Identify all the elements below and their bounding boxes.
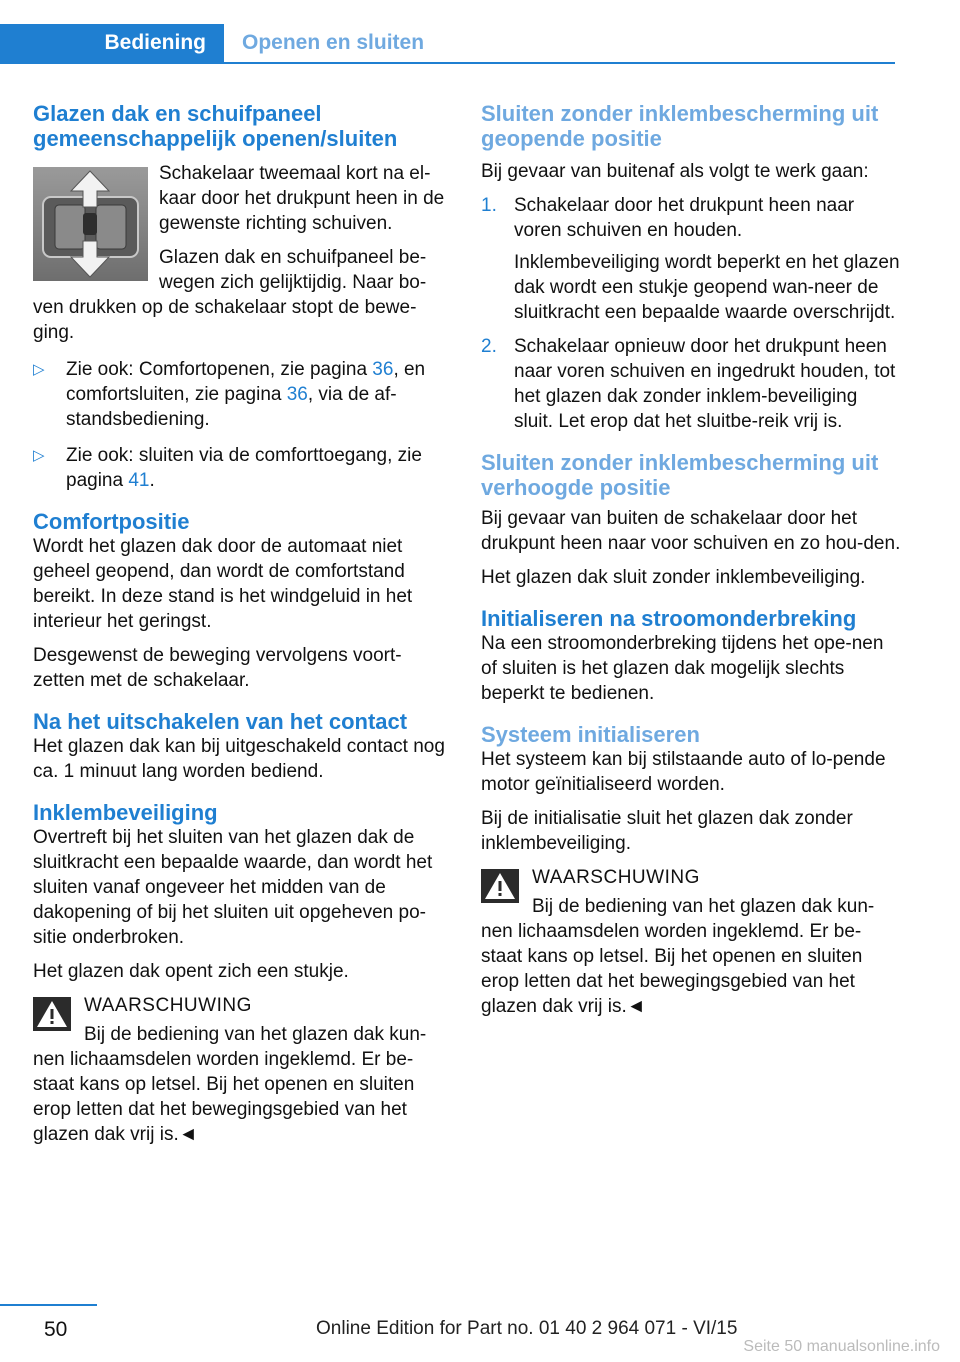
step-text: Schakelaar door het drukpunt heen naar voren schuiven en houden. [514,195,855,241]
step-number: 2. [481,336,497,357]
tab-openen-en-sluiten[interactable]: Openen en sluiten [242,31,425,54]
watermark-page: Seite 50 [743,1338,803,1355]
bullet-text: Zie ook: sluiten via de comforttoegang, zie pagina [66,445,422,491]
warning-text: Bij de bediening van het glazen dak kun‐nen lichaamsdelen worden ingeklemd. Er be‐staat kans op letsel. Bij het openen en sluiten erop letten dat het bewegingsgebied van het glazen dak vrij is.◄ [481,896,875,1017]
list-item [33,357,448,432]
watermark [743,1338,940,1356]
page-link-36[interactable]: 36 [286,384,308,405]
list-item [481,193,901,325]
warning-triangle-icon [481,869,519,903]
step-text: Schakelaar opnieuw door het drukpunt heen naar voren schuiven en ingedrukt houden, tot het glazen dak zonder inklem‐beveiliging sluit. Let erop dat het sluitbe‐reik vrij is. [514,336,896,432]
paragraph: Overtreft bij het sluiten van het glazen dak de sluitkracht een bepaalde waarde, dan wordt het sluiten vanaf ongeveer het midden van de dakopening of bij het sluiten uit opgeheven po‐sitie onderbroken. [33,827,433,948]
step-text: Inklembeveiliging wordt beperkt en het glazen dak wordt een stukje geopend wan‐neer de sluitkracht een bepaalde waarde overschrijdt. [514,252,900,323]
section-title-comfortpositie: Comfortpositie [33,509,190,534]
paragraph: Glazen dak en schuifpaneel be‐wegen zich gelijktijdig. Naar bo‐ven drukken op de schakelaar stopt de bewe‐ging. [33,247,427,343]
edition-text: Online Edition for Part no. 01 40 2 964 071 - VI/15 [316,1318,738,1339]
paragraph: Na een stroomonderbreking tijdens het ope‐nen of sluiten is het glazen dak mogelijk slechts beperkt te bedienen. [481,633,884,704]
page-link-36[interactable]: 36 [372,359,394,380]
warning-title: WAARSCHUWING [84,995,252,1016]
warning-box [33,993,448,1147]
paragraph: Het glazen dak opent zich een stukje. [33,961,349,982]
section-title-glazen-dak: Glazen dak en schuifpaneel gemeenschappelijk openen/sluiten [33,101,398,151]
left-column [33,101,448,1156]
paragraph: Bij gevaar van buiten de schakelaar door het drukpunt heen naar voor schuiven en zo hou‐den. [481,508,901,554]
paragraph: Desgewenst de beweging vervolgens voort‐zetten met de schakelaar. [33,645,402,691]
header-bar [0,24,895,64]
paragraph: Bij de initialisatie sluit het glazen dak zonder inklembeveiliging. [481,808,853,854]
warning-text: Bij de bediening van het glazen dak kun‐nen lichaamsdelen worden ingeklemd. Er be‐staat kans op letsel. Bij het openen en sluiten erop letten dat het bewegingsgebied van het glazen dak vrij is.◄ [33,1024,427,1145]
step-number: 1. [481,195,497,216]
section-title-sluiten-verhoogde: Sluiten zonder inklembescherming uit verhoogde positie [481,450,879,500]
tab-bediening[interactable]: Bediening [0,24,224,62]
paragraph: Schakelaar tweemaal kort na el‐kaar door het drukpunt heen in de gewenste richting schuiven. [159,163,445,234]
section-title-inklembeveiliging: Inklembeveiliging [33,800,218,825]
paragraph: Wordt het glazen dak door de automaat niet geheel geopend, dan wordt de comfortstand bereikt. In deze stand is het windgeluid in het interieur het geringst. [33,536,413,632]
footer-rule [0,1304,97,1306]
right-column [481,101,901,1028]
bullet-text: . [149,470,155,491]
bullet-text: , via de af‐standsbediening. [66,384,397,430]
warning-title: WAARSCHUWING [532,867,700,888]
switch-arrows-icon [33,167,148,281]
paragraph: Het glazen dak sluit zonder inklembeveiliging. [481,567,866,588]
warning-box [481,865,901,1019]
bullet-text: Zie ook: Comfortopenen, zie pagina [66,359,373,380]
list-item [33,443,448,493]
section-title-systeem-initialiseren: Systeem initialiseren [481,722,700,747]
page-number: 50 [44,1318,68,1341]
section-title-sluiten-geopende: Sluiten zonder inklembescherming uit geopende positie [481,101,879,151]
triangle-right-icon: ▷ [33,447,45,464]
page-link-41[interactable]: 41 [128,470,150,491]
section-title-uitschakelen-contact: Na het uitschakelen van het contact [33,709,408,734]
section-title-initialiseren: Initialiseren na stroomonderbreking [481,606,857,631]
bullet-list [33,357,448,493]
list-item [481,334,901,434]
watermark-site: manualsonline.info [806,1338,940,1355]
step-list [481,193,901,434]
triangle-right-icon: ▷ [33,361,45,378]
warning-triangle-icon [33,997,71,1031]
paragraph: Het systeem kan bij stilstaande auto of lo‐pende motor geïnitialiseerd worden. [481,749,886,795]
paragraph: Bij gevaar van buitenaf als volgt te werk gaan: [481,161,869,182]
paragraph: Het glazen dak kan bij uitgeschakeld contact nog ca. 1 minuut lang worden bediend. [33,736,445,782]
bullet-text: , en comfortsluiten, zie pagina [66,359,426,405]
